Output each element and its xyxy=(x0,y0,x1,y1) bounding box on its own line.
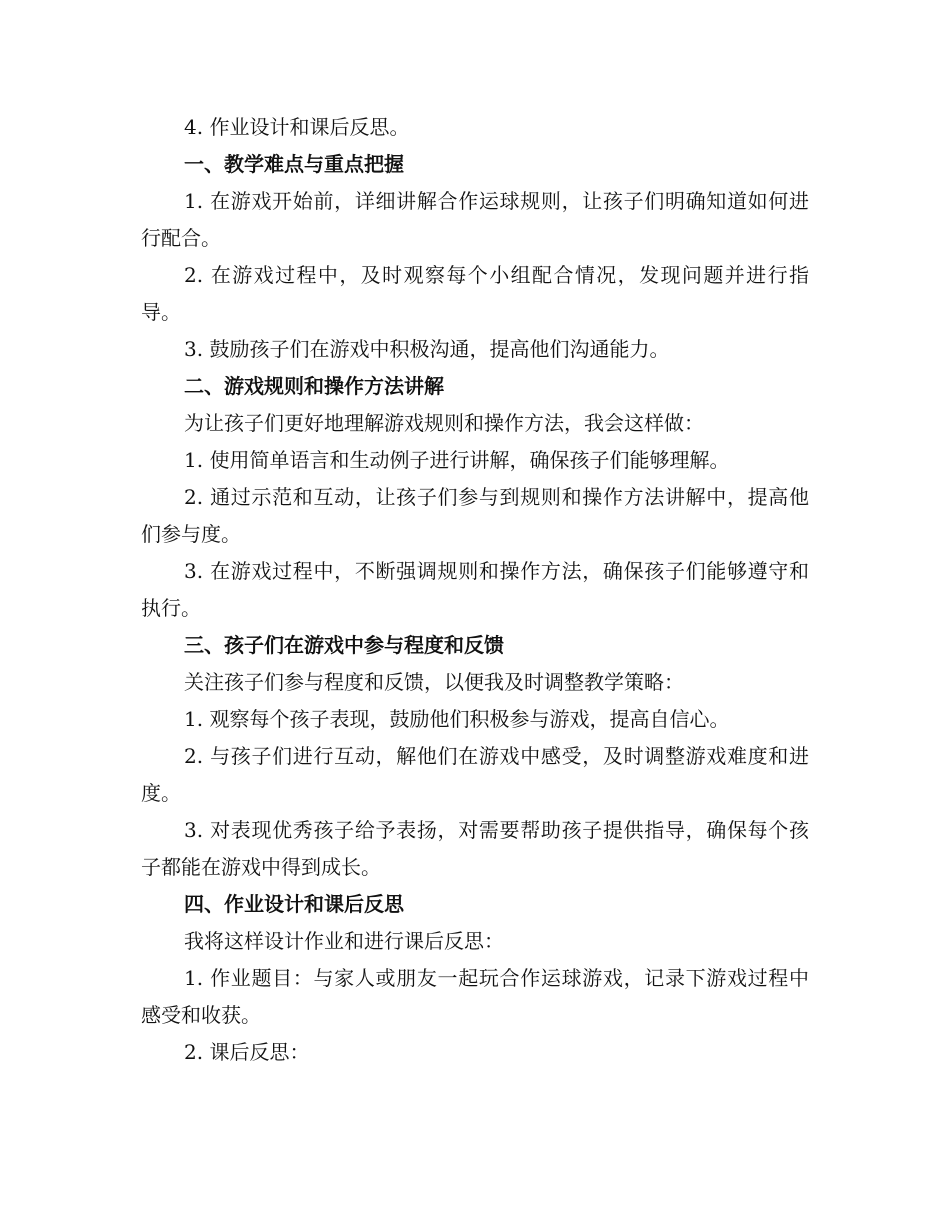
paragraph: 为让孩子们更好地理解游戏规则和操作方法，我会这样做： xyxy=(184,411,704,435)
list-item: 3. 在游戏过程中，不断强调规则和操作方法，确保孩子们能够遵守和执行。 xyxy=(141,559,809,620)
list-item: 4. 作业设计和课后反思。 xyxy=(184,115,410,139)
section-heading: 一、教学难点与重点把握 xyxy=(184,152,404,176)
list-item: 2. 通过示范和互动，让孩子们参与到规则和操作方法讲解中，提高他们参与度。 xyxy=(141,485,809,546)
list-item: 1. 作业题目：与家人或朋友一起玩合作运球游戏，记录下游戏过程中感受和收获。 xyxy=(141,966,809,1027)
list-item: 1. 使用简单语言和生动例子进行讲解，确保孩子们能够理解。 xyxy=(184,448,730,472)
list-item: 1. 在游戏开始前，详细讲解合作运球规则，让孩子们明确知道如何进行配合。 xyxy=(141,189,809,250)
paragraph: 关注孩子们参与程度和反馈，以便我及时调整教学策略： xyxy=(184,670,684,694)
section-heading: 三、孩子们在游戏中参与程度和反馈 xyxy=(184,633,504,657)
list-item: 2. 在游戏过程中，及时观察每个小组配合情况，发现问题并进行指导。 xyxy=(141,263,809,324)
list-item: 2. 与孩子们进行互动，解他们在游戏中感受，及时调整游戏难度和进度。 xyxy=(141,744,809,805)
list-item: 3. 对表现优秀孩子给予表扬，对需要帮助孩子提供指导，确保每个孩子都能在游戏中得到成长。 xyxy=(141,818,809,879)
document-body xyxy=(141,109,809,1071)
paragraph: 我将这样设计作业和进行课后反思： xyxy=(184,929,504,953)
list-item: 1. 观察每个孩子表现，鼓励他们积极参与游戏，提高自信心。 xyxy=(184,707,730,731)
section-heading: 四、作业设计和课后反思 xyxy=(184,892,404,916)
list-item: 2. 课后反思： xyxy=(184,1040,310,1064)
list-item: 3. 鼓励孩子们在游戏中积极沟通，提高他们沟通能力。 xyxy=(184,337,670,361)
section-heading: 二、游戏规则和操作方法讲解 xyxy=(184,374,444,398)
